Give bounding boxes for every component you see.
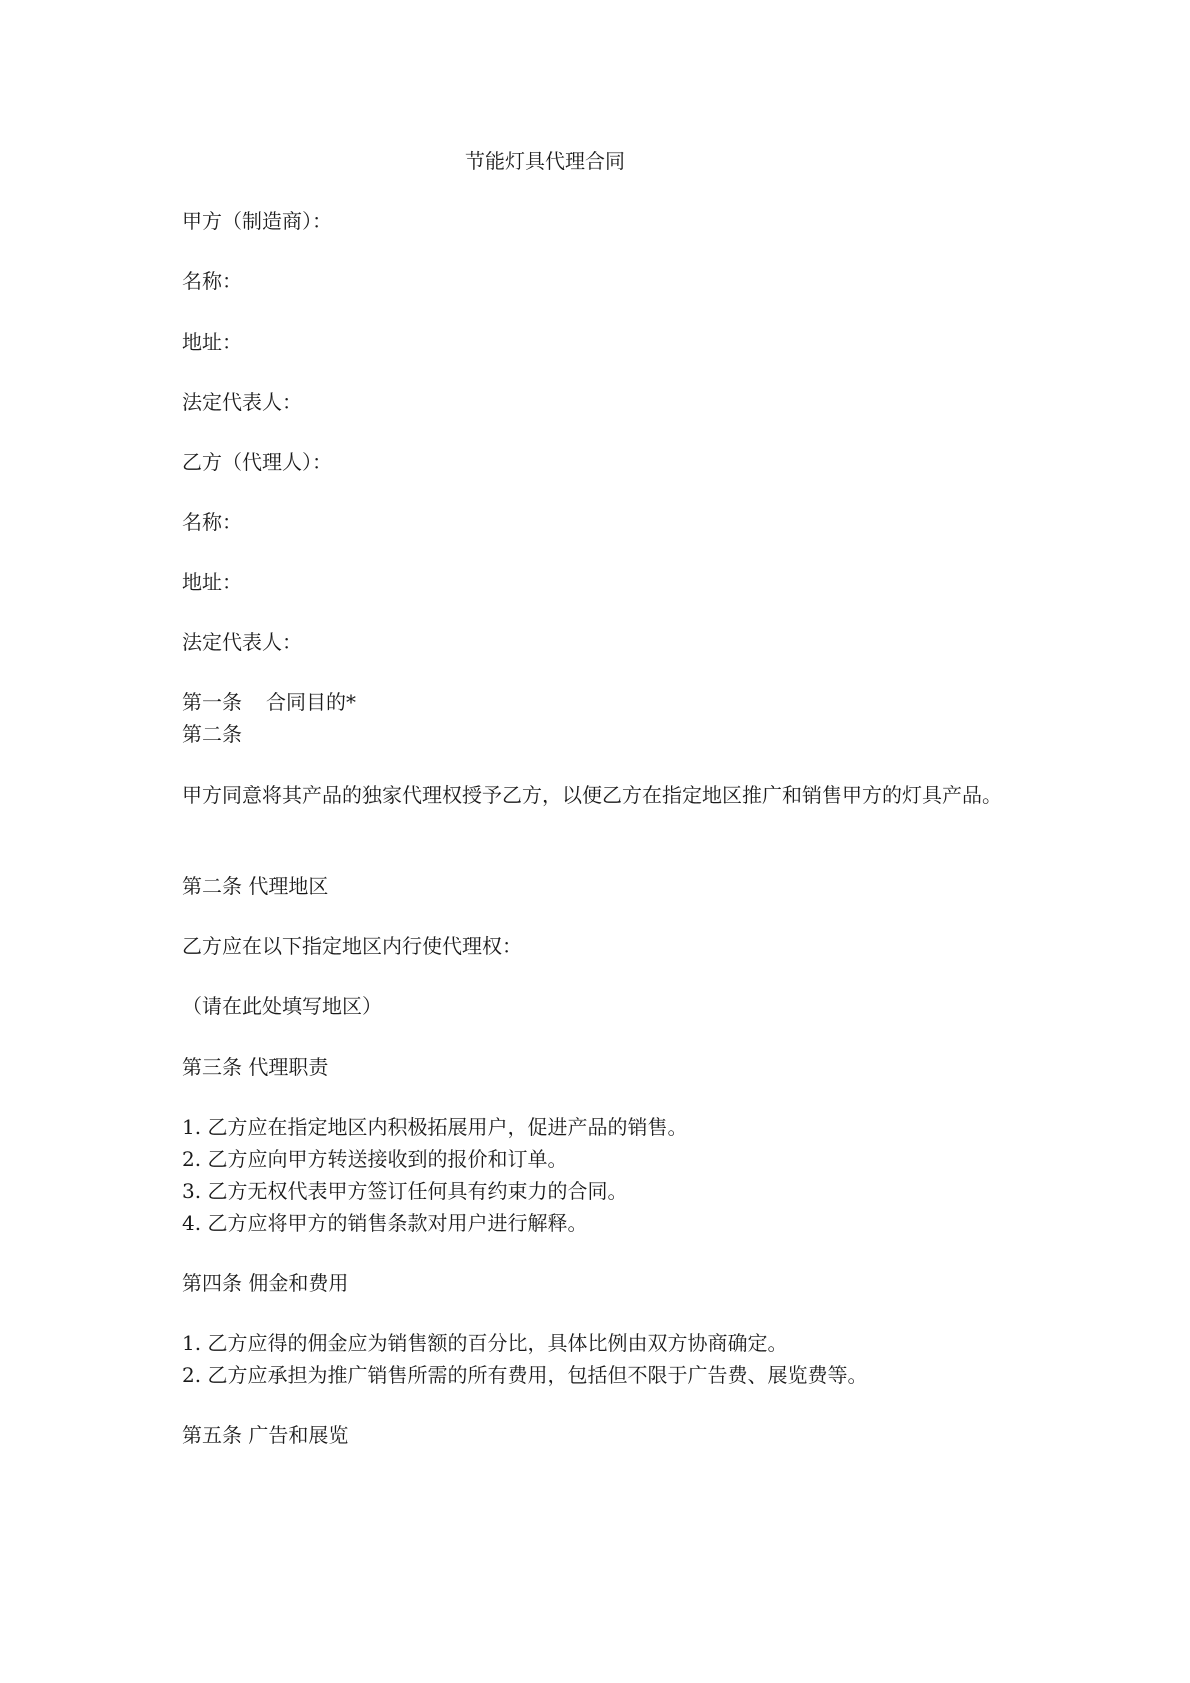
article-2-placeholder: （请在此处填写地区） [182,994,382,1018]
article-1-title: 合同目的* [266,690,356,714]
party-b-address-label: 地址： [182,570,242,594]
party-a-address-label: 地址： [182,330,242,354]
party-b-rep-label: 法定代表人： [182,630,302,654]
party-a-heading: 甲方（制造商）： [182,209,332,233]
article-2-body: 乙方应在以下指定地区内行使代理权： [182,934,522,958]
article-1-heading [182,687,356,717]
article-4-item-1: 1. 乙方应得的佣金应为销售额的百分比，具体比例由双方协商确定。 [182,1331,788,1355]
article-2-heading: 第二条 代理地区 [182,874,329,898]
party-a-rep-label: 法定代表人： [182,390,302,414]
article-3-heading: 第三条 代理职责 [182,1055,329,1079]
party-b-name-label: 名称： [182,510,242,534]
article-3-item-1: 1. 乙方应在指定地区内积极拓展用户，促进产品的销售。 [182,1115,688,1139]
article-3-item-4: 4. 乙方应将甲方的销售条款对用户进行解释。 [182,1211,588,1235]
article-4-heading: 第四条 佣金和费用 [182,1271,349,1295]
article-5-heading: 第五条 广告和展览 [182,1423,349,1447]
article-3-item-2: 2. 乙方应向甲方转送接收到的报价和订单。 [182,1147,568,1171]
party-a-name-label: 名称： [182,269,242,293]
article-3-item-3: 3. 乙方无权代表甲方签订任何具有约束力的合同。 [182,1179,628,1203]
article-1-body: 甲方同意将其产品的独家代理权授予乙方，以便乙方在指定地区推广和销售甲方的灯具产品。 [182,783,1002,807]
document-title: 节能灯具代理合同 [465,149,625,173]
article-1-extra-line: 第二条 [182,722,242,746]
article-4-item-2: 2. 乙方应承担为推广销售所需的所有费用，包括但不限于广告费、展览费等。 [182,1363,868,1387]
party-b-heading: 乙方（代理人）： [182,450,332,474]
article-1-number: 第一条 [182,690,242,714]
